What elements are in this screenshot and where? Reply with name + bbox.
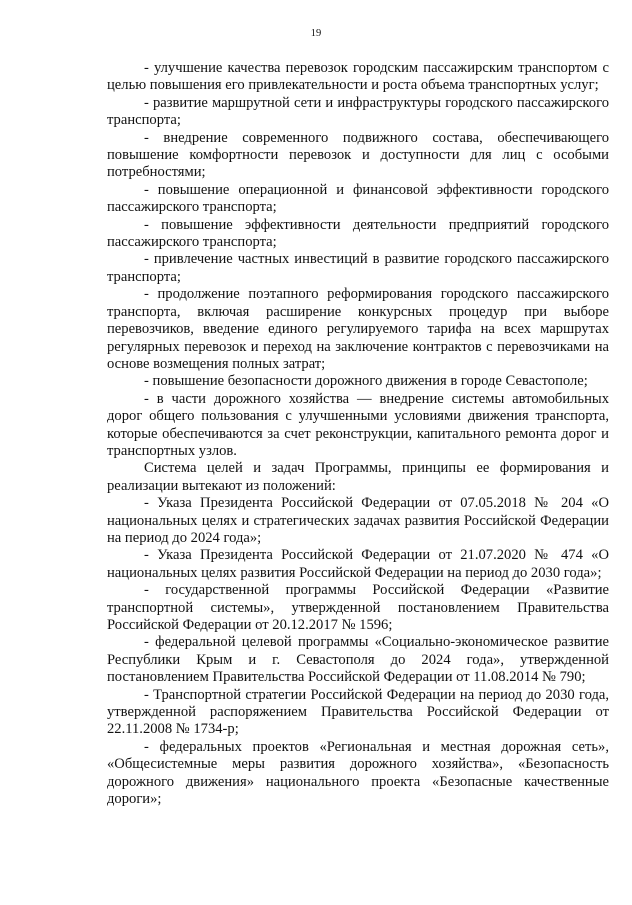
paragraph: - федеральных проектов «Региональная и местная дорожная сеть», «Общесистемные меры развития дорожного хозяйства», «Безопасность дорожного движения» национального проекта «Безопасные качественные дороги»; bbox=[107, 738, 609, 808]
paragraph: - федеральной целевой программы «Социально-экономическое развитие Республики Крым и г. Севастополя до 2024 года», утвержденной постановлением Правительства Российской Федерации от 11.08.2014 № 790; bbox=[107, 634, 609, 686]
paragraph: - Указа Президента Российской Федерации от 07.05.2018 № 204 «О национальных целях и стратегических задачах развития Российской Федерации на период до 2024 года»; bbox=[107, 495, 609, 546]
paragraph: - повышение эффективности деятельности предприятий городского пассажирского транспорта; bbox=[107, 216, 609, 251]
paragraph: - Транспортной стратегии Российской Федерации на период до 2030 года, утвержденной распоряжением Правительства Российской Федерации от 22.11.2008 № 1734-р; bbox=[107, 686, 609, 738]
paragraph: - внедрение современного подвижного состава, обеспечивающего повышение комфортности перевозок и доступности для лиц с особыми потребностями; bbox=[107, 129, 609, 181]
paragraph: - Указа Президента Российской Федерации от 21.07.2020 № 474 «О национальных целях развития Российской Федерации на период до 2030 года»; bbox=[107, 547, 609, 581]
paragraph: - в части дорожного хозяйства — внедрение системы автомобильных дорог общего пользования с улучшенными условиями движения транспорта, которые обеспечиваются за счет реконструкции, капитального ремонта дорог и транспортных узлов. bbox=[107, 390, 609, 459]
paragraph: - государственной программы Российской Федерации «Развитие транспортной системы», утвержденной постановлением Правительства Российской Федерации от 20.12.2017 № 1596; bbox=[107, 582, 609, 633]
paragraph: - привлечение частных инвестиций в развитие городского пассажирского транспорта; bbox=[107, 251, 609, 285]
paragraph: - развитие маршрутной сети и инфраструктуры городского пассажирского транспорта; bbox=[107, 94, 609, 129]
paragraph: - продолжение поэтапного реформирования городского пассажирского транспорта, включая расширение конкурсных процедур при выборе перевозчиков, введение единого регулируемого тарифа на всех маршрутах регулярных перевозок и переход на заключение контрактов с перевозчиками на основе возмещения полных затрат; bbox=[107, 286, 609, 372]
paragraph: - повышение безопасности дорожного движения в городе Севастополе; bbox=[144, 373, 588, 390]
page-number: 19 bbox=[310, 28, 322, 39]
paragraph: - повышение операционной и финансовой эффективности городского пассажирского транспорта; bbox=[107, 181, 609, 216]
document-body bbox=[107, 60, 609, 808]
paragraph: - улучшение качества перевозок городским пассажирским транспортом с целью повышения его привлекательности и роста объема транспортных услуг; bbox=[107, 60, 609, 94]
paragraph: Система целей и задач Программы, принципы ее формирования и реализации вытекают из положений: bbox=[107, 460, 609, 494]
